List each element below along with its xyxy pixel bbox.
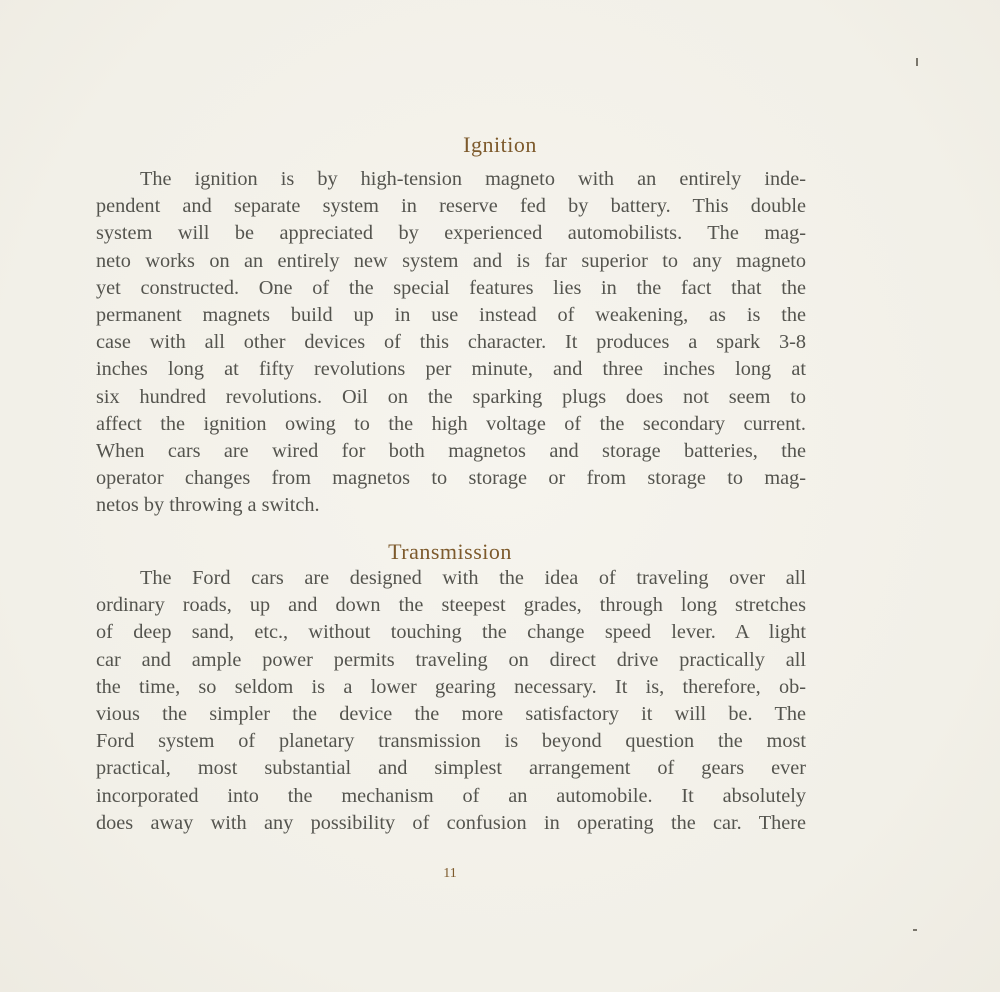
- text-line: Ford system of planetary transmission is beyond question the most: [96, 730, 806, 753]
- text-line: practical, most substantial and simplest arrangement of gears ever: [96, 757, 806, 780]
- transmission-heading: Transmission: [388, 539, 512, 564]
- text-line: does away with any possibility of confusion in operating the car. There: [96, 811, 806, 834]
- ignition-paragraph: [96, 166, 806, 520]
- text-line: permanent magnets build up in use instead of weakening, as is the: [96, 304, 806, 327]
- text-line: pendent and separate system in reserve fed by battery. This double: [96, 195, 806, 218]
- text-line: car and ample power permits traveling on direct drive practically all: [96, 648, 806, 671]
- text-line: The Ford cars are designed with the idea of traveling over all: [140, 567, 806, 589]
- ignition-heading: Ignition: [463, 132, 537, 157]
- text-line: operator changes from magnetos to storage or from storage to mag-: [96, 467, 806, 490]
- text-line: inches long at fifty revolutions per minute, and three inches long at: [96, 358, 806, 381]
- page-number: 11: [443, 866, 457, 881]
- text-line: ordinary roads, up and down the steepest grades, through long stretches: [96, 594, 806, 617]
- transmission-paragraph: [96, 565, 806, 837]
- ink-speck: [913, 929, 917, 931]
- ink-speck: [916, 58, 918, 66]
- text-line: affect the ignition owing to the high voltage of the secondary current.: [96, 412, 806, 435]
- text-line: case with all other devices of this character. It produces a spark 3-8: [96, 331, 806, 354]
- text-line: neto works on an entirely new system and is far superior to any magneto: [96, 249, 806, 272]
- text-line: of deep sand, etc., without touching the change speed lever. A light: [96, 621, 806, 644]
- text-line: When cars are wired for both magnetos and storage batteries, the: [96, 440, 806, 463]
- text-line: six hundred revolutions. Oil on the sparking plugs does not seem to: [96, 385, 806, 408]
- text-line: the time, so seldom is a lower gearing necessary. It is, therefore, ob-: [96, 675, 806, 698]
- text-line: incorporated into the mechanism of an automobile. It absolutely: [96, 784, 806, 807]
- text-line: system will be appreciated by experienced automobilists. The mag-: [96, 222, 806, 245]
- text-line: netos by throwing a switch.: [96, 494, 320, 517]
- text-line: The ignition is by high-tension magneto with an entirely inde-: [140, 168, 806, 190]
- text-line: yet constructed. One of the special features lies in the fact that the: [96, 276, 806, 299]
- text-line: vious the simpler the device the more satisfactory it will be. The: [96, 703, 806, 726]
